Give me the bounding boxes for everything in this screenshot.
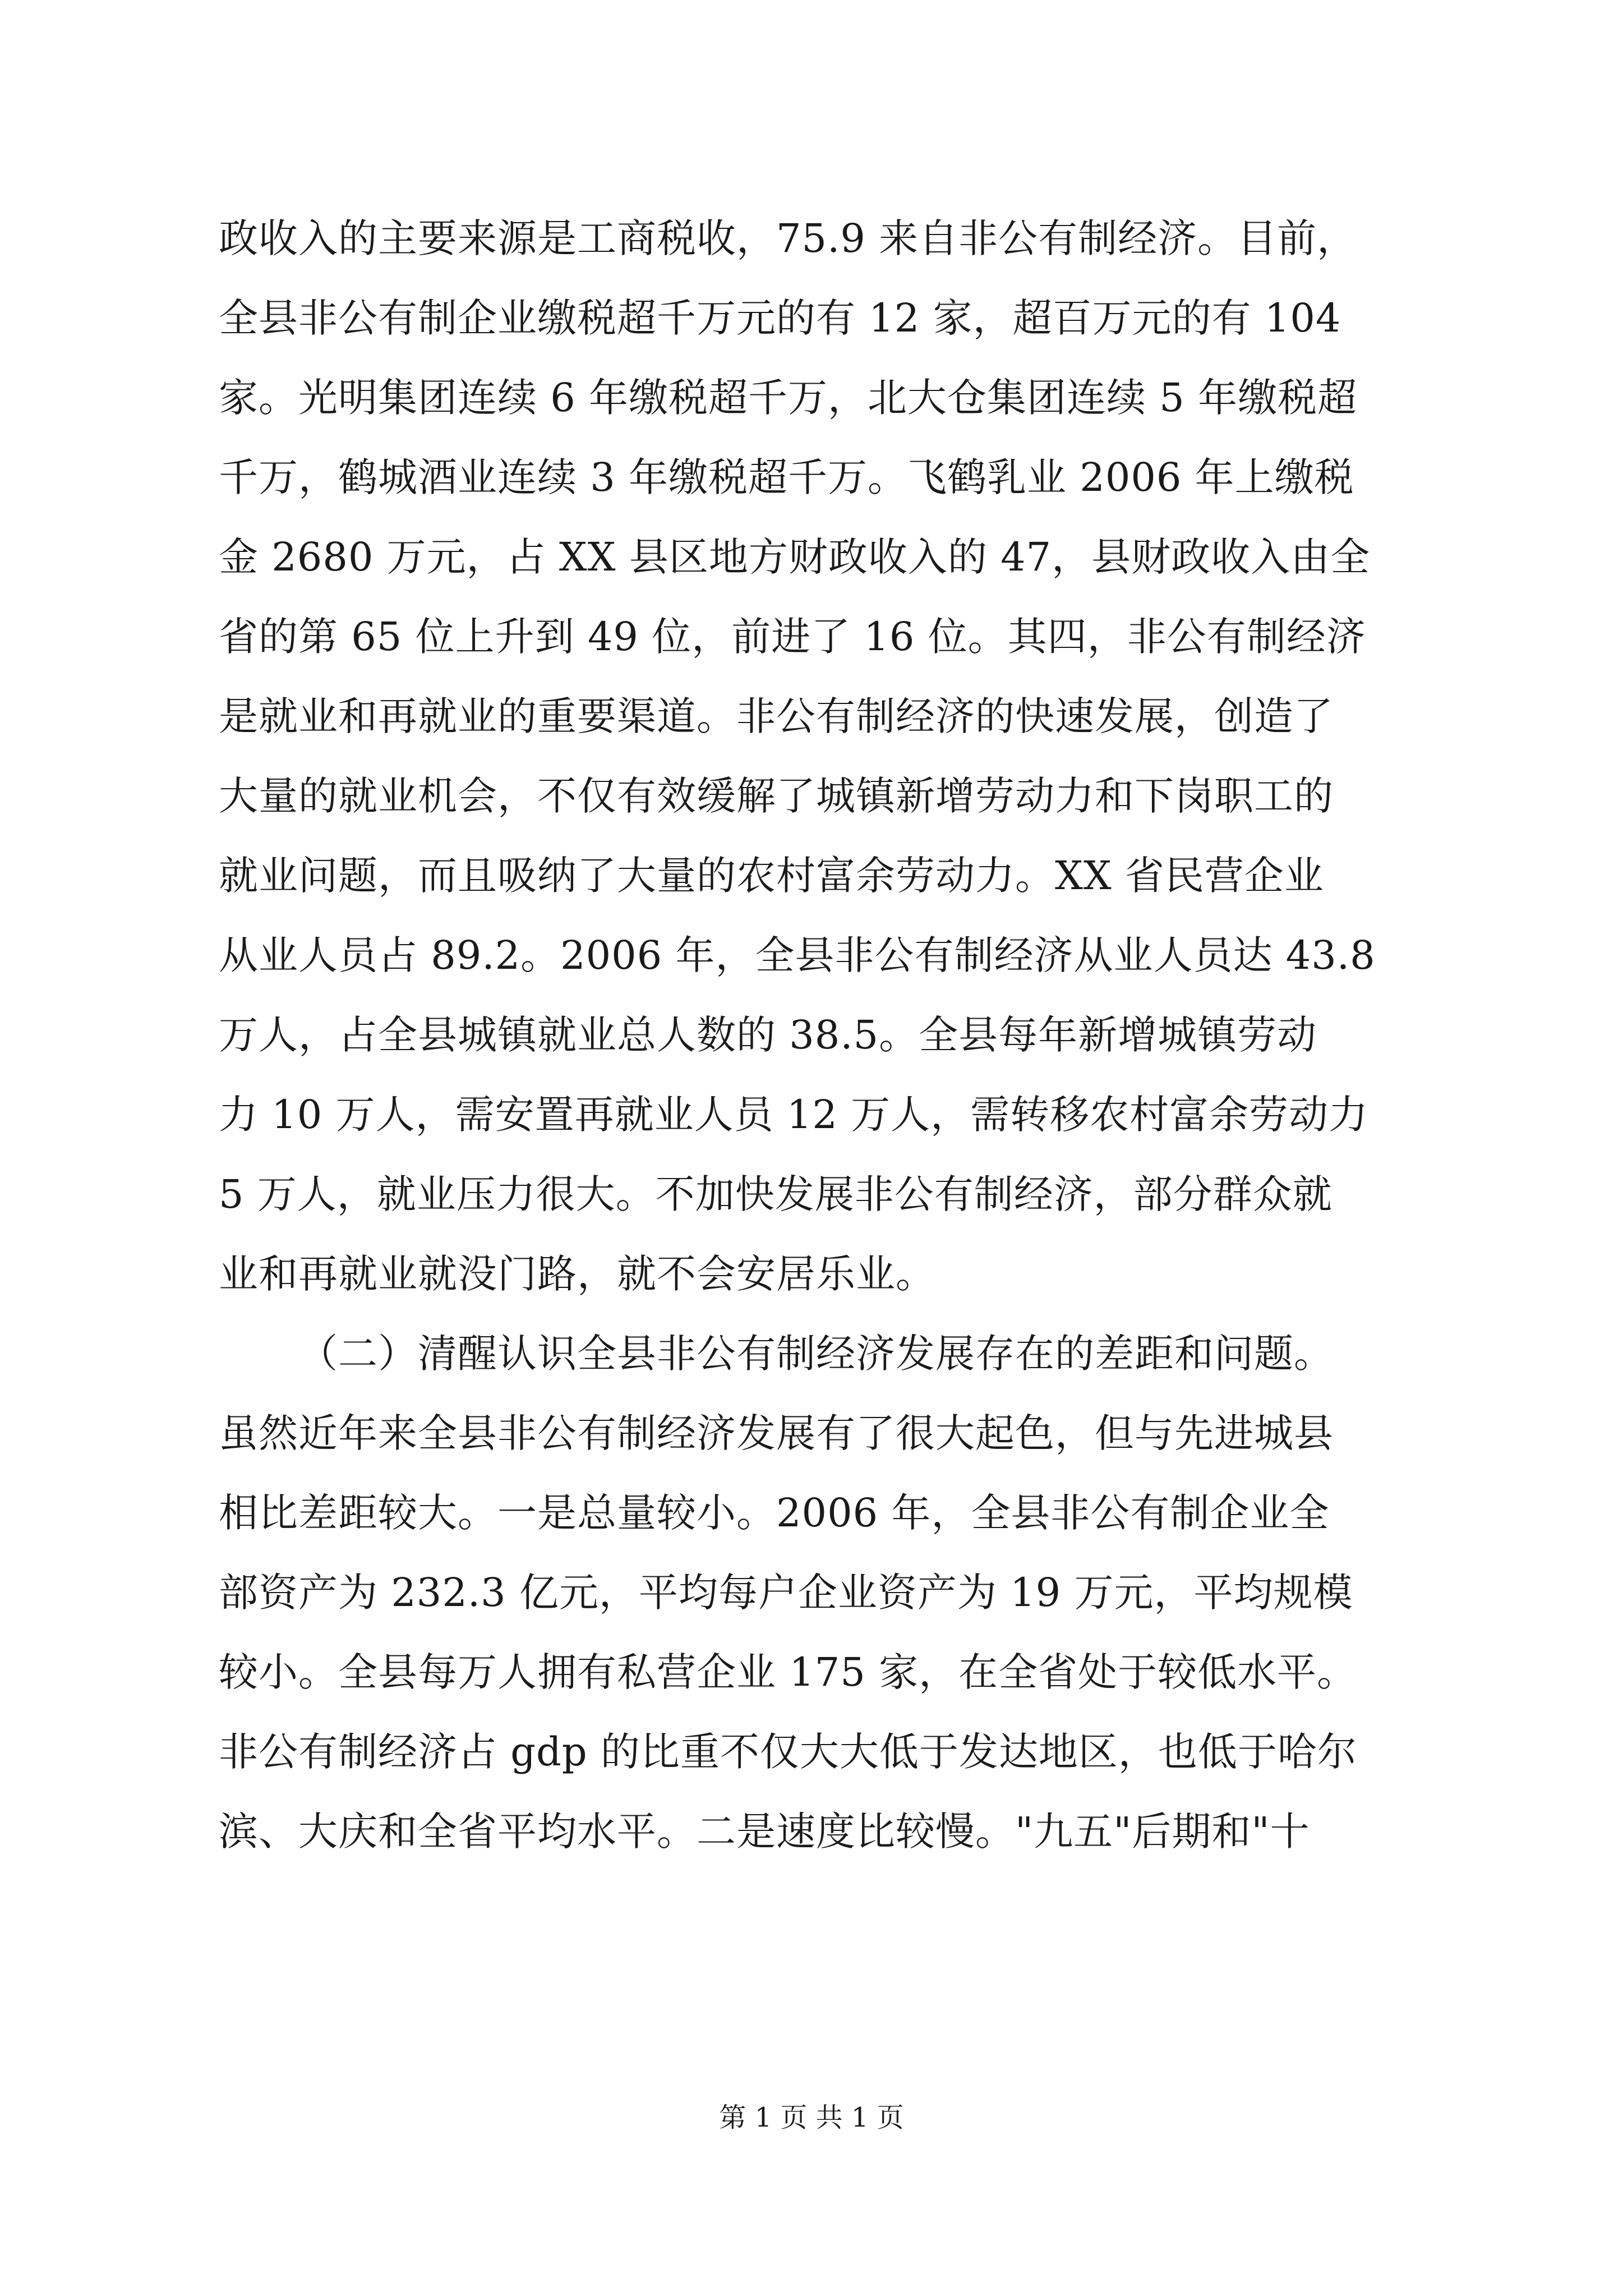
text-line: 家。光明集团连续 6 年缴税超千万，北大仓集团连续 5 年缴税超 [219,375,1358,421]
text-line: 滨、大庆和全省平均水平。二是速度比较慢。"九五"后期和"十 [219,1809,1310,1855]
text-line: 从业人员占 89.2。2006 年，全县非公有制经济从业人员达 43.8 [219,932,1376,978]
text-line: 相比差距较大。一是总量较小。2006 年，全县非公有制企业全 [219,1490,1330,1536]
text-line: 省的第 65 位上升到 49 位，前进了 16 位。其四，非公有制经济 [219,614,1366,660]
text-line: 虽然近年来全县非公有制经济发展有了很大起色，但与先进城县 [219,1410,1334,1456]
text-line: 非公有制经济占 gdp 的比重不仅大大低于发达地区，也低于哈尔 [219,1729,1357,1775]
page-number-footer: 第 1 页 共 1 页 [719,2102,904,2133]
text-line: 大量的就业机会，不仅有效缓解了城镇新增劳动力和下岗职工的 [219,773,1334,819]
text-line: 万人，占全县城镇就业总人数的 38.5。全县每年新增城镇劳动 [219,1012,1317,1058]
text-line: 政收入的主要来源是工商税收，75.9 来自非公有制经济。目前， [219,215,1357,261]
text-line: 5 万人，就业压力很大。不加快发展非公有制经济，部分群众就 [219,1171,1332,1217]
text-line: 就业问题，而且吸纳了大量的农村富余劳动力。XX 省民营企业 [219,853,1324,899]
text-line: 力 10 万人，需安置再就业人员 12 万人，需转移农村富余劳动力 [219,1092,1369,1138]
section-heading-line: （二）清醒认识全县非公有制经济发展存在的差距和问题。 [298,1331,1334,1377]
text-line: 部资产为 232.3 亿元，平均每户企业资产为 19 万元，平均规模 [219,1570,1353,1616]
text-line: 千万，鹤城酒业连续 3 年缴税超千万。飞鹤乳业 2006 年上缴税 [219,454,1354,500]
text-line: 金 2680 万元，占 XX 县区地方财政收入的 47，县财政收入由全 [219,534,1371,580]
text-line: 是就业和再就业的重要渠道。非公有制经济的快速发展，创造了 [219,693,1334,739]
text-line: 全县非公有制企业缴税超千万元的有 12 家，超百万元的有 104 [219,295,1341,341]
text-line: 较小。全县每万人拥有私营企业 175 家，在全省处于较低水平。 [219,1649,1357,1695]
text-line: 业和再就业就没门路，就不会安居乐业。 [219,1251,935,1297]
